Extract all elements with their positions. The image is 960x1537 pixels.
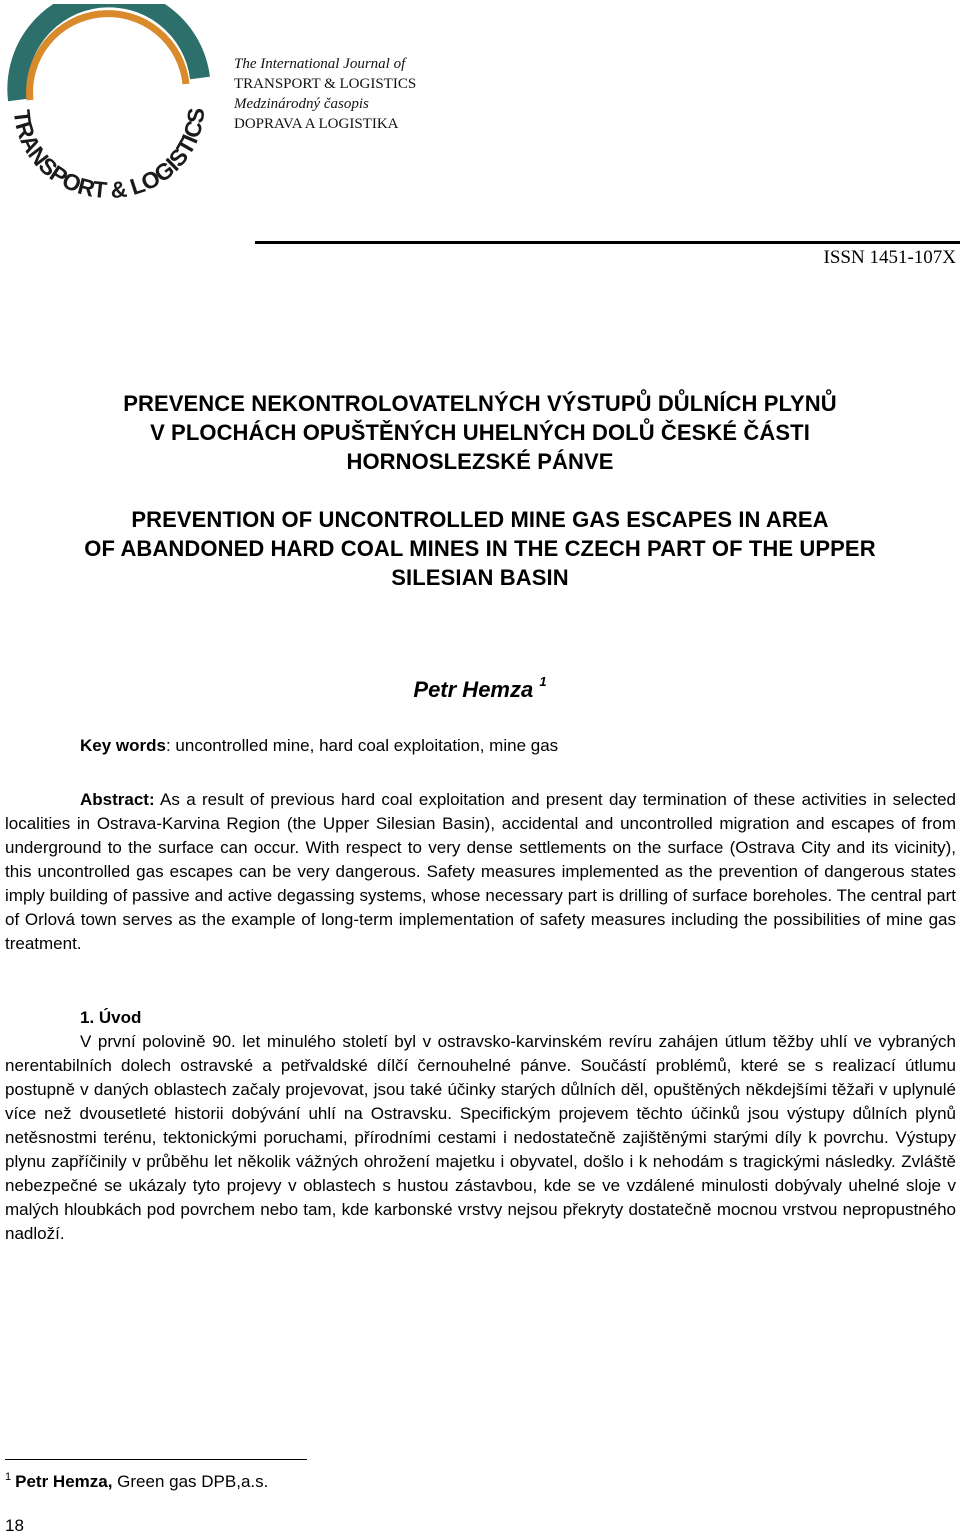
- header-rule: [255, 241, 960, 244]
- journal-line-3: Medzinárodný časopis: [234, 96, 369, 112]
- section-paragraph: V první polovině 90. let minulého století byl v ostravsko-karvinském revíru zahájen útlum těžby uhlí ve vybraných nerentabilních dolech ostravské a petřvaldské dílčí černouhelné pánve. Součástí problémů, které se s realizací útlumu postupně v daných oblastech začaly projevovat, jsou také účinky starých důlních děl, opuštěných někdejšími těžaři v uplynulé více než dvousetleté historii dobývání uhlí na Ostravsku. Specifickým projevem těchto účinků jsou výstupy důlních plynů netěsnostmi terénu, tektonickými poruchami, přírodními cestami i nedostatečně zajištěnými starými díly k povrchu. Výstupy plynu zapříčinily v průběhu let několik vážných ohrožení majetku i obyvatel, došlo i k nehodám s tragickými následky. Zvláště nebezpečné se ukázaly tyto projevy v oblastech s hustou zástavbou, kde se ve vzdálené minulosti dobývaly uhelné sloje v malých hloubkách pod povrchem nebo tam, kde karbonské vrstvy nejsou překryty dostatečně mocnou vrstvou nepropustného nadloží.: [5, 1032, 956, 1243]
- keywords: [80, 736, 558, 756]
- title-en-line-2: OF ABANDONED HARD COAL MINES IN THE CZECH PART OF THE UPPER: [84, 536, 876, 561]
- journal-line-2: TRANSPORT & LOGISTICS: [234, 76, 417, 92]
- footnote-rule: [5, 1459, 307, 1460]
- abstract-text: As a result of previous hard coal exploitation and present day termination of these activities in selected localities in Ostrava-Karvina Region (the Upper Silesian Basin), accidental and uncontrolled migration and escapes of from underground to the surface can occur. With respect to very dense settlements on the surface (Ostrava City and its vicinity), this uncontrolled gas escapes can be very dangerous. Safety measures implemented as the prevention of dangerous states imply building of passive and active degassing systems, whose necessary part is drilling of surface boreholes. The central part of Orlová town serves as the example of long-term implementation of safety measures including the possibilities of mine gas treatment.: [5, 790, 956, 953]
- author: [0, 673, 960, 703]
- section-heading: 1. Úvod: [80, 1008, 142, 1027]
- author-footnote-mark: 1: [539, 673, 547, 689]
- author-name: Petr Hemza: [413, 677, 534, 702]
- journal-name: [234, 54, 416, 134]
- title-cz-line-1: PREVENCE NEKONTROLOVATELNÝCH VÝSTUPŮ DŮLNÍCH PLYNŮ: [123, 391, 837, 416]
- title-en-line-3: SILESIAN BASIN: [391, 565, 569, 590]
- page-number: 18: [5, 1516, 24, 1535]
- footnote-affiliation: Green gas DPB,a.s.: [112, 1472, 269, 1491]
- title-cz-line-3: HORNOSLEZSKÉ PÁNVE: [346, 449, 614, 474]
- journal-line-1: The International Journal of: [234, 56, 406, 72]
- keywords-text: : uncontrolled mine, hard coal exploitation, mine gas: [165, 736, 559, 755]
- issn: ISSN 1451-107X: [823, 247, 956, 268]
- footnote-mark: 1: [5, 1471, 12, 1484]
- svg-text:TRANSPORT & LOGISTICS: TRANSPORT & LOGISTICS: [8, 106, 210, 204]
- journal-logo: [4, 4, 224, 204]
- title-english: [0, 505, 960, 592]
- title-czech: [0, 389, 960, 476]
- title-en-line-1: PREVENTION OF UNCONTROLLED MINE GAS ESCAPES IN AREA: [131, 507, 829, 532]
- footnote: [5, 1472, 268, 1492]
- abstract-label: Abstract:: [80, 790, 155, 809]
- title-cz-line-2: V PLOCHÁCH OPUŠTĚNÝCH UHELNÝCH DOLŮ ČESKÉ ČÁSTI: [150, 420, 810, 445]
- keywords-label: Key words: [80, 736, 166, 755]
- footnote-name: Petr Hemza,: [15, 1472, 113, 1491]
- abstract: [5, 788, 956, 956]
- journal-line-4: DOPRAVA A LOGISTIKA: [234, 116, 399, 132]
